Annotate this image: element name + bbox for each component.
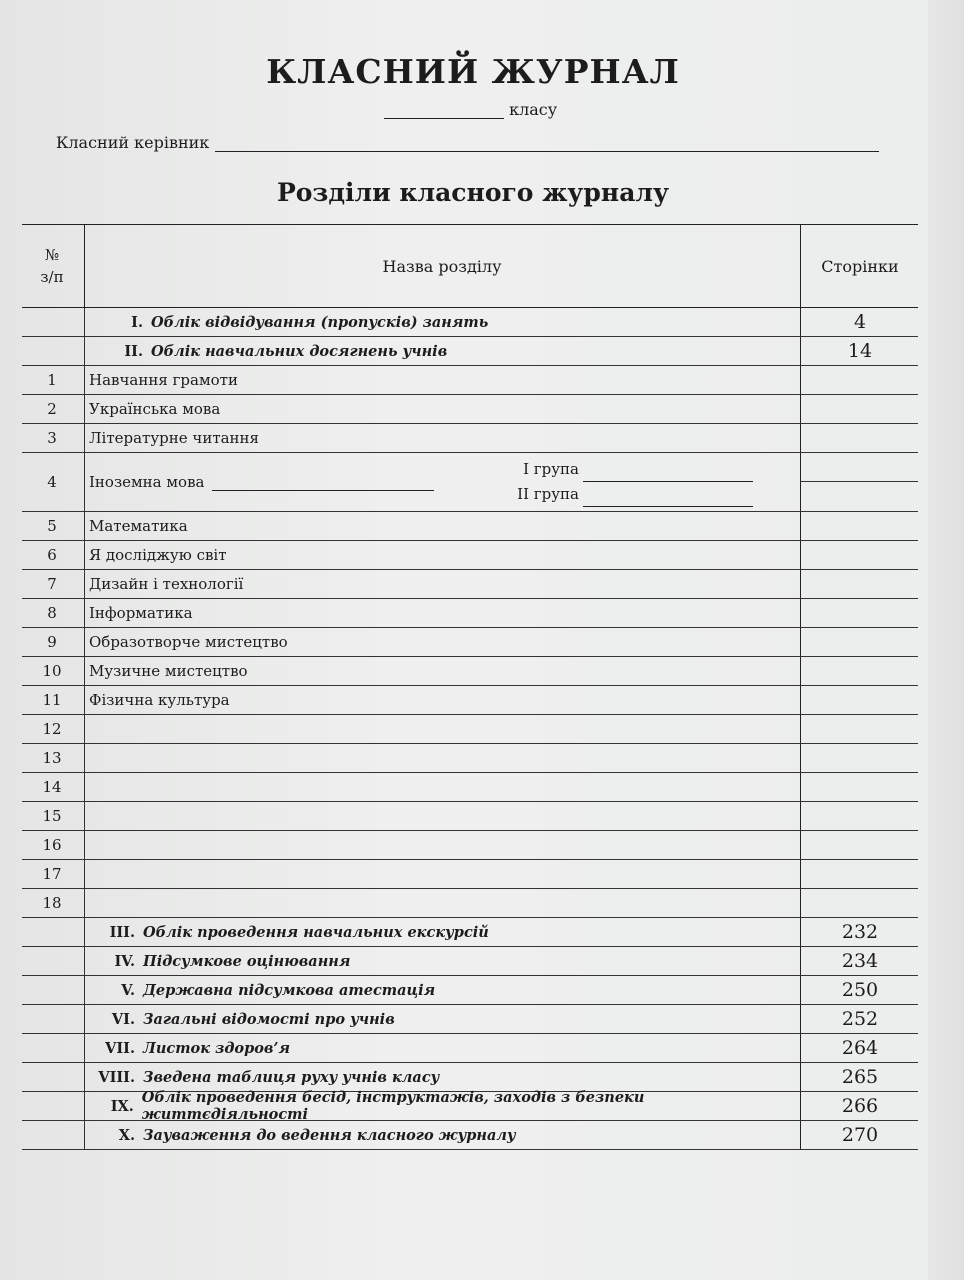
row-number: 1 (47, 371, 57, 389)
row-name (84, 337, 798, 365)
row-number: 12 (42, 720, 62, 738)
table-row (22, 773, 918, 802)
row-name: Математика (84, 512, 798, 540)
section-roman: VI. (111, 1010, 135, 1028)
table-header (22, 224, 918, 308)
section-heading: Розділи класного журналу (276, 178, 670, 207)
row-name (84, 453, 798, 511)
row-page (800, 802, 919, 830)
row-number: 7 (47, 575, 57, 593)
table-row (22, 744, 918, 773)
teacher-blank (215, 133, 879, 152)
group-two-label: II група (517, 485, 579, 503)
table-row (22, 599, 918, 628)
table-row (22, 395, 918, 424)
row-page: 266 (800, 1092, 919, 1120)
section-title: Облік проведення бесід, інструктажів, заходів з безпеки життєдіяльності (141, 1089, 645, 1123)
row-page (800, 831, 919, 859)
group-one-label: I група (523, 460, 579, 478)
row-number (22, 1092, 82, 1120)
section-roman: V. (121, 981, 135, 999)
table-row (22, 366, 918, 395)
header-number (22, 225, 82, 307)
section-roman: X. (118, 1126, 135, 1144)
row-page (800, 715, 919, 743)
section-roman: VII. (105, 1039, 135, 1057)
teacher-label: Класний керівник (56, 133, 210, 152)
row-page (800, 889, 919, 917)
row-page (800, 570, 919, 598)
group-one-blank (583, 466, 753, 482)
table-row (22, 337, 918, 366)
section-title: Загальні відомості про учнів (143, 1010, 395, 1028)
table-row (22, 1089, 918, 1123)
row-number: 13 (42, 749, 62, 767)
row-page: 232 (800, 918, 919, 946)
row-name (84, 744, 798, 772)
row-number: 18 (42, 894, 62, 912)
row-page: 234 (800, 947, 919, 975)
section-title: Облік проведення навчальних екскурсій (143, 923, 489, 941)
table-row (22, 453, 918, 512)
row-number: 6 (47, 546, 57, 564)
table-row (22, 860, 918, 889)
row-name (84, 918, 798, 946)
row-number: 11 (42, 691, 62, 709)
row-name (84, 831, 798, 859)
group-one (511, 457, 753, 482)
row-page (800, 744, 919, 772)
row-page (800, 773, 919, 801)
row-name: Інформатика (84, 599, 798, 627)
row-name (84, 308, 798, 336)
row-name (84, 773, 798, 801)
row-page: 265 (800, 1063, 919, 1091)
row-page (800, 541, 919, 569)
table-row (22, 424, 918, 453)
section-title: Державна підсумкова атестація (143, 981, 436, 999)
language-blank (212, 474, 434, 491)
page-split-line (800, 481, 918, 482)
section-roman: I. (131, 313, 143, 331)
row-name (84, 889, 798, 917)
section-title: Зауваження до ведення класного журналу (143, 1126, 516, 1144)
header-number-sign: № (44, 246, 60, 264)
row-name: Українська мова (84, 395, 798, 423)
row-name: Я досліджую світ (84, 541, 798, 569)
row-page: 270 (800, 1121, 919, 1149)
row-number (22, 918, 82, 946)
row-number: 9 (47, 633, 57, 651)
table-row (22, 512, 918, 541)
row-page (800, 686, 919, 714)
row-page: 264 (800, 1034, 919, 1062)
table-row (22, 686, 918, 715)
page-title: КЛАСНИЙ ЖУРНАЛ (266, 52, 680, 91)
class-line (384, 100, 557, 119)
row-page (800, 860, 919, 888)
table-row (22, 715, 918, 744)
row-name (84, 802, 798, 830)
section-roman: IX. (110, 1097, 134, 1115)
row-page (800, 453, 919, 511)
table-row (22, 541, 918, 570)
row-number: 16 (42, 836, 62, 854)
row-number (22, 1034, 82, 1062)
row-number: 15 (42, 807, 62, 825)
row-number (22, 976, 82, 1004)
group-two (511, 482, 753, 507)
row-name: Образотворче мистецтво (84, 628, 798, 656)
teacher-line (56, 133, 879, 152)
row-name (84, 1089, 798, 1123)
row-name (84, 715, 798, 743)
row-name (84, 947, 798, 975)
section-title: Облік відвідування (пропусків) занять (151, 313, 489, 331)
table-row (22, 976, 918, 1005)
row-name (84, 976, 798, 1004)
row-name (84, 860, 798, 888)
row-page (800, 657, 919, 685)
contents-table (22, 224, 918, 1150)
row-number (22, 1063, 82, 1091)
row-number: 17 (42, 865, 62, 883)
class-suffix: класу (509, 100, 558, 119)
row-page: 250 (800, 976, 919, 1004)
row-number (22, 1121, 82, 1149)
row-page: 4 (800, 308, 919, 336)
row-name (84, 1063, 798, 1091)
row-number: 5 (47, 517, 57, 535)
header-pages: Сторінки (800, 225, 919, 307)
table-row (22, 918, 918, 947)
row-name: Фізична культура (84, 686, 798, 714)
header-number-abbr: з/п (40, 268, 64, 286)
row-page: 14 (800, 337, 919, 365)
table-row (22, 802, 918, 831)
section-roman: III. (109, 923, 135, 941)
foreign-language-label: Іноземна мова (89, 473, 205, 491)
row-number (22, 337, 82, 365)
row-name (84, 1121, 798, 1149)
row-page (800, 512, 919, 540)
table-row (22, 570, 918, 599)
row-page (800, 395, 919, 423)
table-row (22, 1005, 918, 1034)
row-name: Дизайн і технології (84, 570, 798, 598)
section-roman: IV. (114, 952, 135, 970)
section-title: Підсумкове оцінювання (143, 952, 351, 970)
table-row (22, 1034, 918, 1063)
row-page: 252 (800, 1005, 919, 1033)
table-row (22, 831, 918, 860)
section-title: Листок здоров’я (143, 1039, 290, 1057)
row-name (84, 1034, 798, 1062)
row-name (84, 1005, 798, 1033)
row-number: 2 (47, 400, 57, 418)
row-number: 8 (47, 604, 57, 622)
language-groups (511, 457, 753, 507)
row-number (22, 947, 82, 975)
section-title: Зведена таблиця руху учнів класу (143, 1068, 440, 1086)
row-number (22, 1005, 82, 1033)
row-number: 4 (47, 473, 57, 491)
section-roman: VIII. (98, 1068, 135, 1086)
row-page (800, 628, 919, 656)
table-row (22, 308, 918, 337)
row-number: 10 (42, 662, 62, 680)
table-row (22, 947, 918, 976)
row-number: 3 (47, 429, 57, 447)
table-row (22, 628, 918, 657)
row-page (800, 424, 919, 452)
table-row (22, 1063, 918, 1092)
row-number: 14 (42, 778, 62, 796)
row-name: Музичне мистецтво (84, 657, 798, 685)
row-name: Навчання грамоти (84, 366, 798, 394)
row-name: Літературне читання (84, 424, 798, 452)
header-section-name: Назва розділу (84, 225, 799, 307)
row-page (800, 366, 919, 394)
section-roman: II. (124, 342, 143, 360)
class-blank (384, 102, 504, 119)
row-page (800, 599, 919, 627)
table-row (22, 1121, 918, 1150)
table-row (22, 889, 918, 918)
row-number (22, 308, 82, 336)
section-title: Облік навчальних досягнень учнів (151, 342, 448, 360)
table-row (22, 657, 918, 686)
group-two-blank (583, 491, 753, 507)
